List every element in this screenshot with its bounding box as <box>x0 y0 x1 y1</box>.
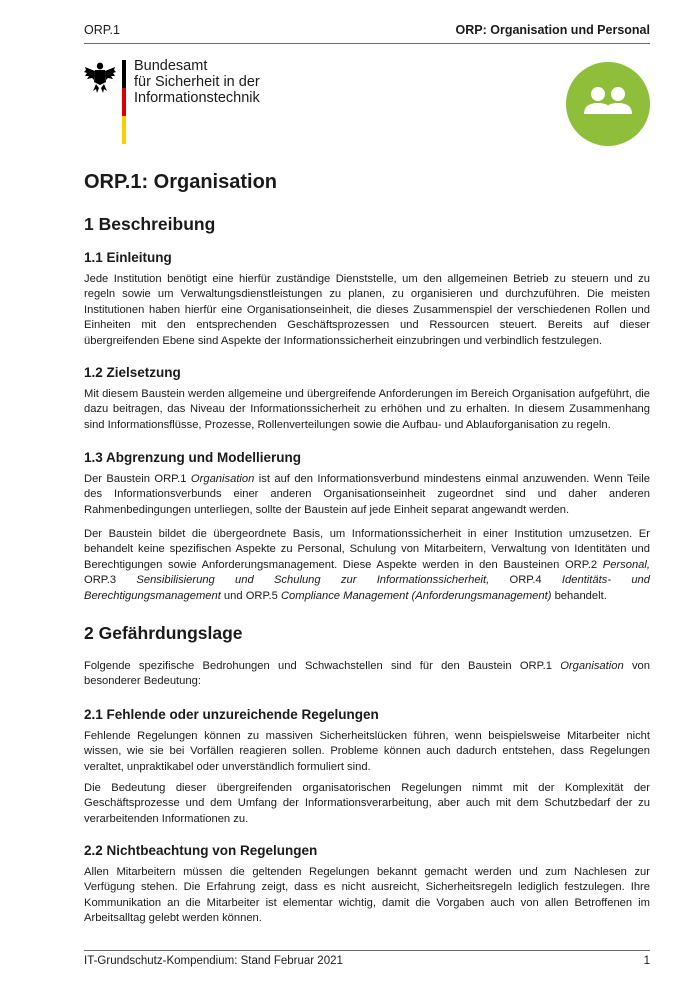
footer-divider <box>84 950 650 951</box>
header-divider <box>84 43 650 44</box>
bsi-logo <box>84 58 284 148</box>
page-title: ORP.1: Organisation <box>84 171 278 193</box>
subsection-heading: 1.2 Zielsetzung <box>84 365 181 380</box>
paragraph: Allen Mitarbeitern müssen die geltenden Regelungen bekannt gemacht werden und zum Nachlesen zur Verfügung stehen. Die Erfahrung zeigt, dass es nicht ausreicht, Sicherheitsregeln lediglich festzulegen. Ihre Kommunikation an die Mitarbeiter ist elementar wichtig, damit die Vorgaben auch von allen Betroffenen im Arbeitsalltag gelebt werden können. <box>84 866 650 925</box>
flag-stripe <box>122 60 126 144</box>
paragraph: Folgende spezifische Bedrohungen und Schwachstellen sind für den Baustein ORP.1 Organisation von besonderer Bedeutung: <box>84 660 650 688</box>
subsection-heading: 2.2 Nichtbeachtung von Regelungen <box>84 843 318 858</box>
category-badge <box>566 62 650 146</box>
logo-text: Bundesamt für Sicherheit in der Informationstechnik <box>134 58 260 106</box>
footer-edition: IT-Grundschutz-Kompendium: Stand Februar 2021 <box>84 955 343 967</box>
subsection-heading: 1.3 Abgrenzung und Modellierung <box>84 450 301 465</box>
paragraph: Der Baustein ORP.1 Organisation ist auf den Informationsverbund mindestens einmal anzuwenden. Wenn Teile des Informationsverbunds einer anderen Organisationseinheit zugeordnet sind und daher anderen Rahmenbedingungen unterliegen, sollte der Baustein auf jede Einheit separat angewandt werden. <box>84 473 650 516</box>
section-heading: 1 Beschreibung <box>84 214 216 234</box>
subsection-heading: 2.1 Fehlende oder unzureichende Regelungen <box>84 707 379 722</box>
people-icon <box>582 80 634 128</box>
subsection-heading: 1.1 Einleitung <box>84 250 172 265</box>
paragraph: Fehlende Regelungen können zu massiven Sicherheitslücken führen, wenn beispielsweise Mitarbeiter nicht wissen, wie sie bei Vorfällen reagieren sollen. Probleme können auch dadurch entstehen, dass Regelungen veraltet, unpraktikabel oder unverständlich formuliert sind. <box>84 730 650 773</box>
paragraph: Mit diesem Baustein werden allgemeine und übergreifende Anforderungen im Bereich Organisation aufgeführt, die dazu beitragen, das Niveau der Informationssicherheit zu erhöhen und zu erhalten. In diesem Zusammenhang sind Informationsflüsse, Prozesse, Rollenverteilungen sowie die Aufbau- und Ablauforganisation zu regeln. <box>84 388 650 431</box>
paragraph: Jede Institution benötigt eine hierfür zuständige Dienststelle, um den allgemeinen Betrieb zu steuern und zu regeln sowie um Verwaltungsdienstleistungen zu planen, zu organisieren und durchzuführen. Die meisten Institutionen haben hierfür eine Organisationseinheit, die dieses Zusammenspiel der verschiedenen Rollen und Einheiten mit den entsprechenden Geschäftsprozessen und Ressourcen steuert. Bereits auf dieser übergreifenden Ebene sind Aspekte der Informationssicherheit einzubringen und verbindlich festzulegen. <box>84 273 650 347</box>
federal-eagle-icon <box>84 60 116 94</box>
header-module-id: ORP.1 <box>84 23 120 37</box>
section-heading: 2 Gefährdungslage <box>84 623 243 643</box>
paragraph: Der Baustein bildet die übergeordnete Basis, um Informationssicherheit in einer Institution umzusetzen. Er behandelt keine spezifischen Aspekte zu Personal, Schulung von Mitarbeitern, Verwaltung von Identitäten und Berechtigungen sowie Anforderungsmanagement. Diese Aspekte werden in den Bausteinen ORP.2 Personal, ORP.3 Sensibilisierung und Schulung zur Informationssicherheit, ORP.4 Identitäts- und Berechtigungsmanagement und ORP.5 Compliance Management (Anforderungsmanagement) behandelt. <box>84 528 650 602</box>
paragraph: Die Bedeutung dieser übergreifenden organisatorischen Regelungen nimmt mit der Komplexität der Geschäftsprozesse und dem Umfang der Informationsverarbeitung, aber auch mit dem Schutzbedarf der zu verarbeitenden Informationen zu. <box>84 782 650 825</box>
header-category: ORP: Organisation und Personal <box>455 23 650 37</box>
page-number: 1 <box>643 955 650 967</box>
